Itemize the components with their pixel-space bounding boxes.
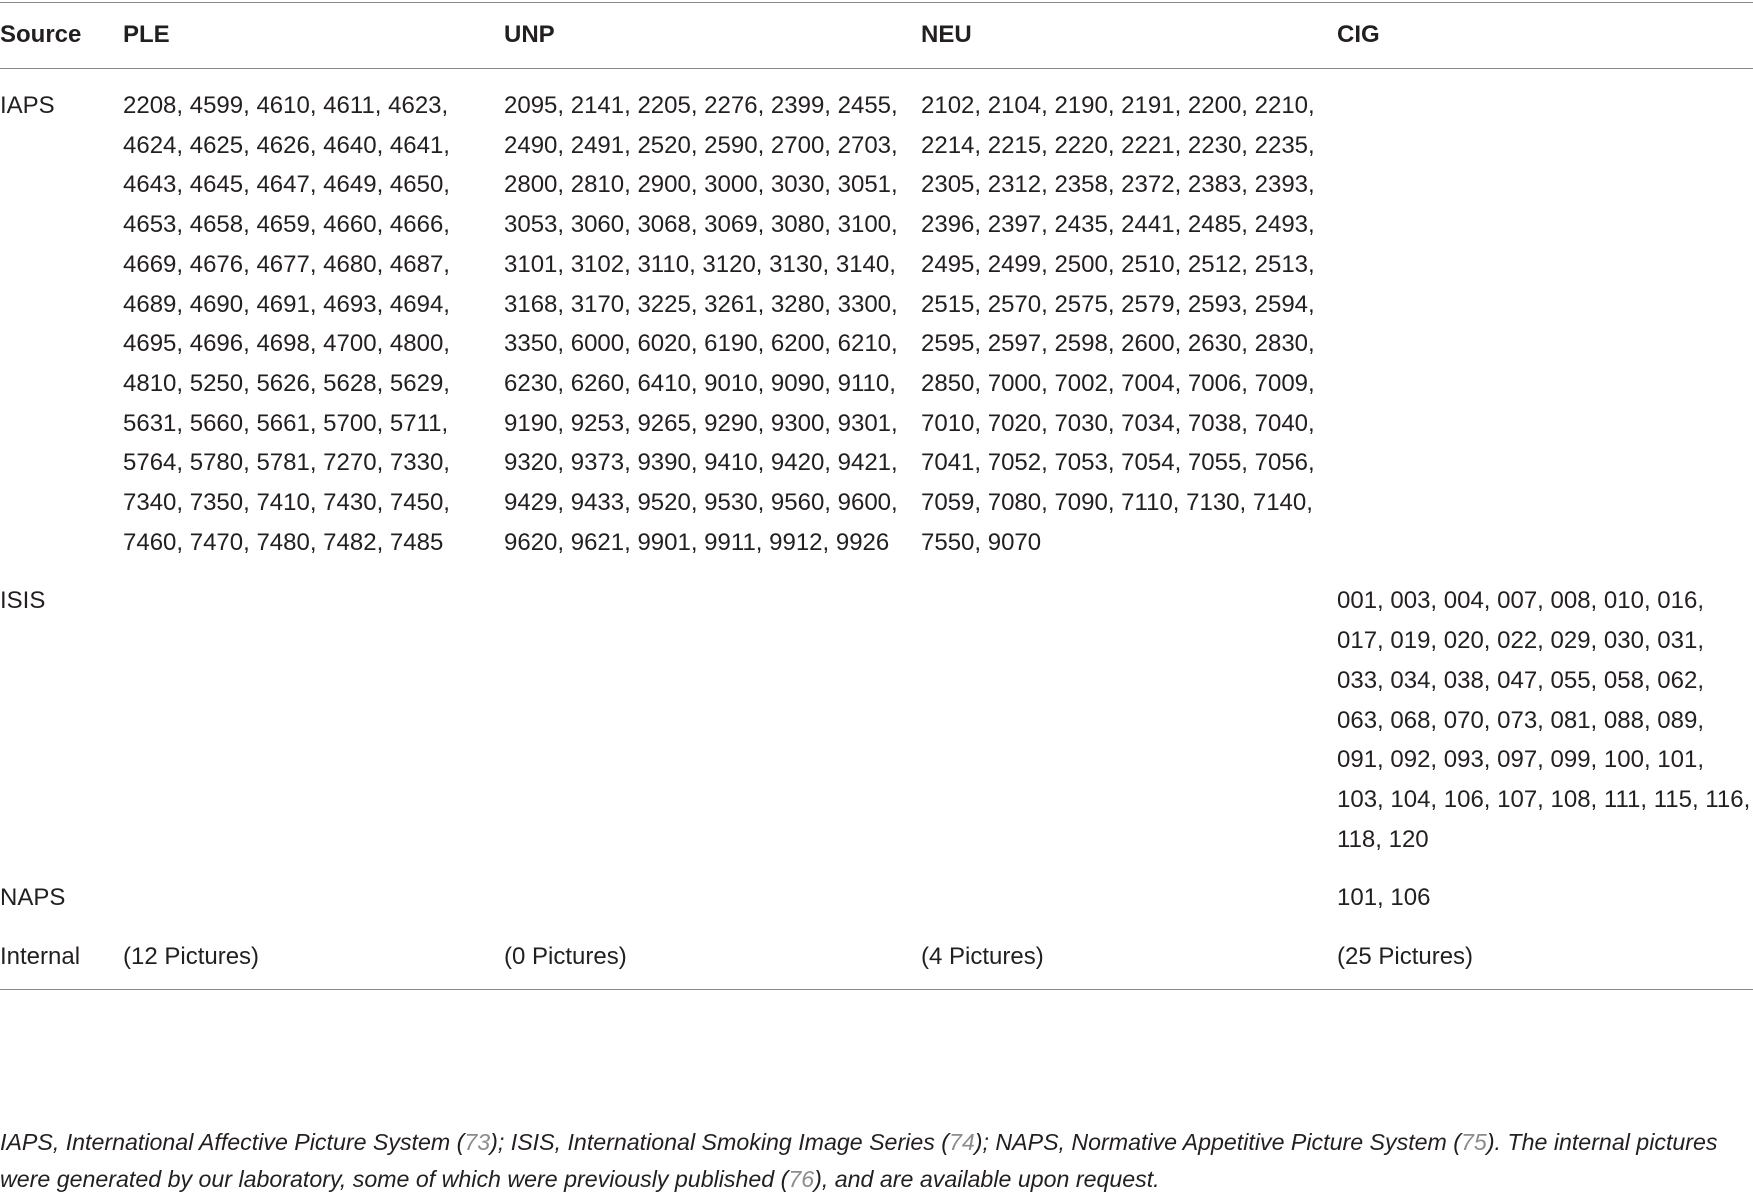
- footnote-text: ); ISIS, International Smoking Image Series (: [490, 1129, 949, 1155]
- cell-ple: 2208, 4599, 4610, 4611, 4623, 4624, 4625, 4626, 4640, 4641, 4643, 4645, 4647, 4649, 4650, 4653, 4658, 4659, 4660, 4666, 4669, 4676, 4677, 4680, 4687, 4689, 4690, 4691, 4693, 4694, 4695, 4696, 4698, 4700, 4800, 4810, 5250, 5626, 5628, 5629, 5631, 5660, 5661, 5700, 5711, 5764, 5780, 5781, 7270, 7330, 7340, 7350, 7410, 7430, 7450, 7460, 7470, 7480, 7482, 7485: [123, 92, 450, 556]
- cell-source: IAPS: [0, 92, 55, 119]
- reference-link-75[interactable]: 75: [1461, 1129, 1487, 1155]
- footnote-text: IAPS, International Affective Picture System (: [0, 1129, 465, 1155]
- cell-ple: [123, 581, 504, 878]
- cell-source: ISIS: [0, 587, 46, 615]
- table-row-iaps: [0, 69, 1753, 582]
- cell-cig: (25 Pictures): [1337, 943, 1474, 971]
- cell-unp: 2095, 2141, 2205, 2276, 2399, 2455, 2490, 2491, 2520, 2590, 2700, 2703, 2800, 2810, 2900, 3000, 3030, 3051, 3053, 3060, 3068, 3069, 3080, 3100, 3101, 3102, 3110, 3120, 3130, 3140, 3168, 3170, 3225, 3261, 3280, 3300, 3350, 6000, 6020, 6190, 6200, 6210, 6230, 6260, 6410, 9010, 9090, 9110, 9190, 9253, 9265, 9290, 9300, 9301, 9320, 9373, 9390, 9410, 9420, 9421, 9429, 9433, 9520, 9530, 9560, 9600, 9620, 9621, 9901, 9911, 9912, 9926: [504, 92, 898, 556]
- cell-source: NAPS: [0, 884, 66, 912]
- header-source: Source: [0, 21, 82, 48]
- cell-ple: (12 Pictures): [123, 943, 260, 971]
- table-row-internal: [0, 937, 1753, 989]
- cell-unp: [504, 878, 921, 937]
- header-cig: CIG: [1337, 21, 1380, 48]
- cell-ple: [123, 878, 504, 937]
- cell-neu: (4 Pictures): [921, 943, 1044, 971]
- header-ple: PLE: [123, 21, 170, 48]
- cell-unp: (0 Pictures): [504, 943, 627, 971]
- cell-neu: [921, 581, 1337, 878]
- footnote-text: ), and are available upon request.: [814, 1166, 1160, 1192]
- reference-link-76[interactable]: 76: [788, 1166, 815, 1192]
- table-row-isis: [0, 581, 1753, 878]
- table-row-naps: [0, 878, 1753, 937]
- cell-neu: 2102, 2104, 2190, 2191, 2200, 2210, 2214, 2215, 2220, 2221, 2230, 2235, 2305, 2312, 2358, 2372, 2383, 2393, 2396, 2397, 2435, 2441, 2485, 2493, 2495, 2499, 2500, 2510, 2512, 2513, 2515, 2570, 2575, 2579, 2593, 2594, 2595, 2597, 2598, 2600, 2630, 2830, 2850, 7000, 7002, 7004, 7006, 7009, 7010, 7020, 7030, 7034, 7038, 7040, 7041, 7052, 7053, 7054, 7055, 7056, 7059, 7080, 7090, 7110, 7130, 7140, 7550, 9070: [921, 92, 1315, 556]
- header-unp: UNP: [504, 21, 555, 48]
- footnote-text: ); NAPS, Normative Appetitive Picture System (: [974, 1129, 1462, 1155]
- table-footnote: [0, 1124, 1753, 1198]
- cell-cig: 101, 106: [1337, 884, 1431, 912]
- header-neu: NEU: [921, 21, 972, 48]
- cell-unp: [504, 581, 921, 878]
- table-header: [0, 3, 1753, 69]
- reference-link-74[interactable]: 74: [948, 1129, 975, 1155]
- cell-cig: 001, 003, 004, 007, 008, 010, 016, 017, 019, 020, 022, 029, 030, 031, 033, 034, 038, 047, 055, 058, 062, 063, 068, 070, 073, 081, 088, 089, 091, 092, 093, 097, 099, 100, 101, 103, 104, 106, 107, 108, 111, 115, 116, 118, 120: [1337, 587, 1751, 853]
- footnote-text: ). The internal pictures were generated by our laboratory, some of which were previously published (: [0, 1129, 1718, 1192]
- table-header-row: [0, 3, 1753, 69]
- table-body: [0, 69, 1753, 990]
- picture-source-table: [0, 2, 1753, 990]
- cell-cig: [1337, 69, 1753, 582]
- reference-link-73[interactable]: 73: [464, 1129, 491, 1155]
- cell-source: Internal: [0, 943, 81, 971]
- cell-neu: [921, 878, 1337, 937]
